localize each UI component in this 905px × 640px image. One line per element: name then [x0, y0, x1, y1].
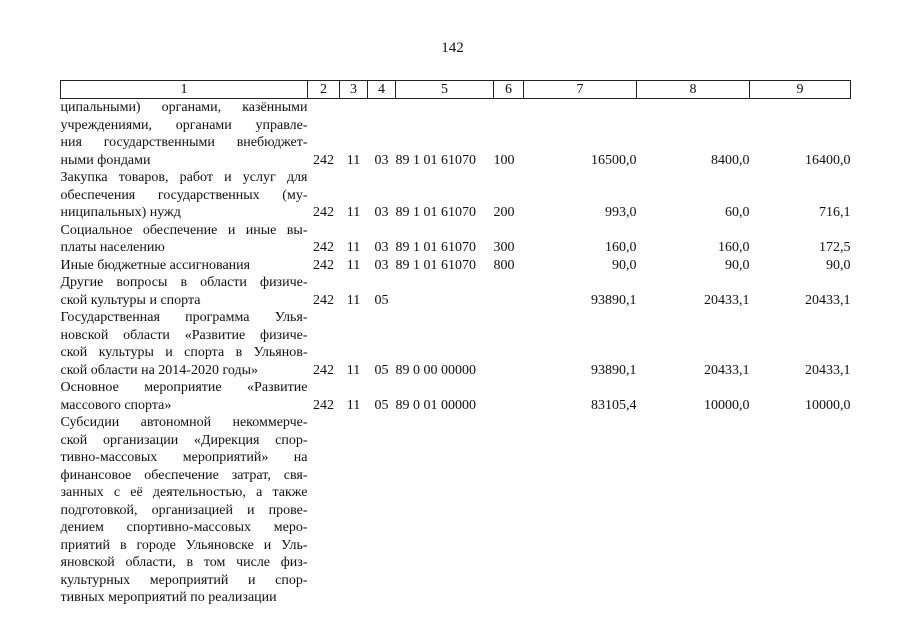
row-name	[61, 414, 308, 607]
subsection-code	[368, 414, 396, 607]
row-name-line: ской культуры и спорта в Ульянов-	[60, 345, 308, 360]
section-code	[340, 414, 368, 607]
expense-type-code	[494, 309, 524, 379]
amount-col-8: 160,0	[718, 240, 750, 255]
ministry-code	[308, 414, 340, 607]
section-code: 11	[346, 292, 361, 308]
header-col-5: 5	[396, 81, 494, 99]
row-name-line: тивных мероприятий по реализации	[60, 590, 277, 605]
row-name-line: яновской области, в том числе физ-	[60, 555, 308, 570]
row-name	[61, 274, 308, 309]
amount-col-9: 20433,1	[805, 362, 851, 378]
table-row	[61, 169, 851, 222]
subsection-code: 05	[374, 292, 389, 308]
expense-type-code: 800	[493, 257, 515, 273]
row-name-line: дением спортивно-массовых меро-	[60, 520, 308, 535]
row-name-line: ния государственными внебюджет-	[60, 135, 308, 150]
row-name-line: Другие вопросы в области физиче-	[60, 275, 308, 290]
expense-type-code	[494, 274, 524, 309]
subsection-code: 03	[374, 152, 389, 168]
row-name-line: финансовое обеспечение затрат, свя-	[60, 467, 308, 483]
row-name-line: ципальными) органами, казёнными	[60, 100, 308, 115]
row-name-line: приятий в городе Ульяновске и Уль-	[60, 537, 308, 553]
target-article-code	[396, 414, 494, 607]
target-article-code: 89 1 01 61070	[395, 205, 476, 220]
amount-col-9: 90,0	[826, 257, 851, 273]
row-name-line: Иные бюджетные ассигнования	[60, 257, 251, 273]
expense-type-code: 100	[493, 152, 515, 168]
amount-col-7: 93890,1	[591, 292, 637, 308]
ministry-code: 242	[313, 362, 334, 378]
header-col-9: 9	[750, 81, 851, 99]
section-code: 11	[346, 240, 361, 255]
target-article-code: 89 0 00 00000	[395, 362, 476, 378]
row-name-line: Закупка товаров, работ и услуг для	[60, 170, 308, 185]
page-number: 142	[441, 40, 464, 56]
subsection-code: 05	[374, 362, 389, 378]
ministry-code: 242	[313, 205, 334, 220]
section-code: 11	[346, 362, 361, 378]
subsection-code: 03	[374, 205, 389, 220]
amount-col-8: 20433,1	[704, 362, 750, 378]
row-name-line: ниципальных) нужд	[60, 205, 181, 220]
amount-col-9: 16400,0	[805, 152, 851, 168]
target-article-code	[396, 274, 494, 309]
expense-type-code: 200	[493, 205, 515, 220]
amount-col-8: 60,0	[725, 205, 750, 220]
amount-col-7: 93890,1	[591, 362, 637, 378]
amount-col-9: 172,5	[819, 240, 851, 255]
row-name-line: обеспечения государственных (му-	[60, 187, 308, 203]
row-name-line: культурных мероприятий и спор-	[60, 572, 308, 588]
subsection-code: 03	[374, 257, 389, 273]
row-name-line: платы населению	[60, 240, 165, 255]
target-article-code: 89 1 01 61070	[395, 240, 476, 255]
target-article-code: 89 0 01 00000	[395, 397, 476, 413]
target-article-code: 89 1 01 61070	[395, 152, 476, 168]
row-name-line: ской организации «Дирекция спор-	[60, 432, 308, 448]
header-col-6: 6	[494, 81, 524, 99]
header-col-8: 8	[637, 81, 750, 99]
row-name	[61, 309, 308, 379]
header-col-2: 2	[308, 81, 340, 99]
amount-col-7: 16500,0	[591, 152, 637, 168]
amount-col-7: 160,0	[605, 240, 637, 255]
row-name	[61, 222, 308, 257]
header-col-3: 3	[340, 81, 368, 99]
row-name-line: ской области на 2014-2020 годы»	[60, 362, 258, 378]
ministry-code: 242	[313, 397, 334, 413]
amount-col-9	[750, 414, 851, 607]
row-name-line: занных с её деятельностью, а также	[60, 485, 308, 500]
row-name	[61, 379, 308, 414]
amount-col-8	[637, 414, 750, 607]
header-col-1: 1	[61, 81, 308, 99]
amount-col-9: 20433,1	[805, 292, 851, 308]
row-name	[61, 257, 308, 275]
row-name	[61, 169, 308, 222]
table-row	[61, 222, 851, 257]
section-code: 11	[346, 152, 361, 168]
row-name-line: Основное мероприятие «Развитие	[60, 380, 308, 395]
ministry-code: 242	[313, 292, 334, 308]
row-name-line: Субсидии автономной некоммерче-	[60, 415, 308, 430]
row-name-line: новской области «Развитие физиче-	[60, 327, 308, 343]
budget-table	[60, 80, 851, 607]
expense-type-code	[494, 379, 524, 414]
amount-col-8: 20433,1	[704, 292, 750, 308]
amount-col-7: 83105,4	[591, 397, 637, 413]
row-name-line: подготовкой, организацией и прове-	[60, 502, 308, 518]
section-code: 11	[346, 257, 361, 273]
table-row	[61, 414, 851, 607]
table-row	[61, 379, 851, 414]
row-name-line: ской культуры и спорта	[60, 292, 201, 308]
amount-col-9: 10000,0	[805, 397, 851, 413]
row-name	[61, 99, 308, 170]
row-name-line: ными фондами	[60, 152, 151, 168]
amount-col-7: 90,0	[612, 257, 637, 273]
section-code: 11	[346, 205, 361, 220]
amount-col-8: 8400,0	[711, 152, 750, 168]
header-col-7: 7	[524, 81, 637, 99]
row-name-line: Социальное обеспечение и иные вы-	[60, 222, 308, 238]
row-name-line: тивно-массовых мероприятий» на	[60, 450, 308, 465]
expense-type-code	[494, 414, 524, 607]
row-name-line: Государственная программа Улья-	[60, 310, 308, 325]
amount-col-7	[524, 414, 637, 607]
subsection-code: 03	[374, 240, 389, 255]
table-row	[61, 257, 851, 275]
table-row	[61, 309, 851, 379]
header-col-4: 4	[368, 81, 396, 99]
header-row	[61, 81, 851, 99]
row-name-line: массового спорта»	[60, 397, 172, 413]
section-code: 11	[346, 397, 361, 413]
ministry-code: 242	[313, 257, 334, 273]
target-article-code: 89 1 01 61070	[395, 257, 476, 273]
amount-col-7: 993,0	[605, 205, 637, 220]
expense-type-code: 300	[493, 240, 515, 255]
amount-col-9: 716,1	[819, 205, 851, 220]
table-row	[61, 99, 851, 170]
ministry-code: 242	[313, 152, 334, 168]
ministry-code: 242	[313, 240, 334, 255]
subsection-code: 05	[374, 397, 389, 413]
amount-col-8: 90,0	[725, 257, 750, 273]
table-row	[61, 274, 851, 309]
row-name-line: учреждениями, органами управле-	[60, 117, 308, 133]
amount-col-8: 10000,0	[704, 397, 750, 413]
